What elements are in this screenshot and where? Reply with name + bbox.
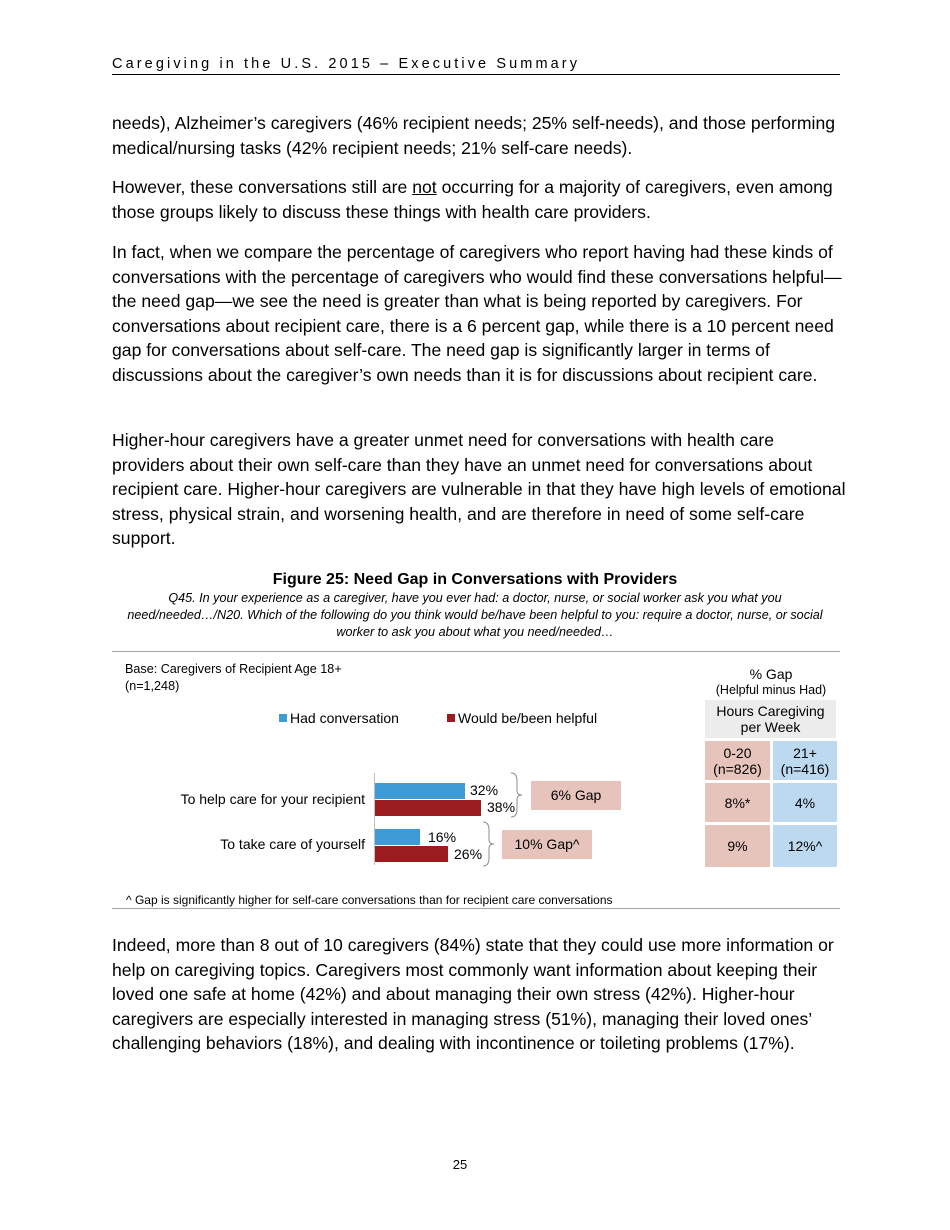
chart-base-note: Base: Caregivers of Recipient Age 18+ (n=1,248) xyxy=(125,662,342,693)
bar-helpful-recipient xyxy=(375,800,481,816)
legend-swatch-helpful xyxy=(447,714,455,722)
paragraph-2 xyxy=(112,175,847,224)
gap-table-col1-header: 0-20 (n=826) xyxy=(705,741,770,780)
bar-had-recipient xyxy=(375,783,465,799)
gap-table-heading: % Gap xyxy=(749,666,793,682)
figure-footnote: ^ Gap is significantly higher for self-care conversations than for recipient care conversations xyxy=(126,893,613,907)
gap-table-cell-r2c2: 12%^ xyxy=(773,825,837,867)
gap-table-cell-r2c1: 9% xyxy=(705,825,770,867)
gap-table-group-header: Hours Caregiving per Week xyxy=(705,700,836,738)
category-label-recipient: To help care for your recipient xyxy=(180,791,365,807)
page-number: 25 xyxy=(452,1157,468,1172)
paragraph-2-end: occurring for a majority of caregivers, even among those groups likely to discuss these things with health care providers. xyxy=(112,177,833,222)
bar-had-self xyxy=(375,829,420,845)
data-label-had-recipient: 32% xyxy=(470,782,499,798)
underlined-word: not xyxy=(412,177,437,197)
brace-recipient xyxy=(509,771,525,819)
paragraph-5: Indeed, more than 8 out of 10 caregivers (84%) state that they could use more information or help on caregiving topics. Caregivers most commonly want information about keeping their loved one safe at home (42%) and about managing their own stress (42%). Higher-hour caregivers are especially interested in managing stress (51%), managing their loved ones’ challenging behaviors (18%), and dealing with incontinence or toileting problems (17%). xyxy=(112,935,834,1054)
paragraph-4: Higher-hour caregivers have a greater unmet need for conversations with health care providers about their own self-care than they have an unmet need for conversations about recipient care. Higher-hour caregivers are vulnerable in that they have high levels of emotional stress, physical strain, and worsening health, and are therefore in need of some self-care support. xyxy=(112,430,846,549)
brace-self xyxy=(481,820,497,868)
paragraph-3: In fact, when we compare the percentage of caregivers who report having had these kinds of conversations with the percentage of caregivers who would find these conversations helpful—the need gap—we see the need is greater than what is being reported by caregivers. For conversations about recipient care, there is a 6 percent gap, while there is a 10 percent need gap for conversations about self-care. The need gap is significantly larger in terms of discussions about the caregiver’s own needs than it is for discussions about recipient care. xyxy=(112,242,842,385)
bar-helpful-self xyxy=(375,846,448,862)
legend-swatch-had xyxy=(279,714,287,722)
gap-table-col2-header: 21+ (n=416) xyxy=(773,741,837,780)
gap-box-self: 10% Gap^ xyxy=(502,830,592,859)
running-header: Caregiving in the U.S. 2015 – Executive Summary xyxy=(112,56,581,72)
figure-bottom-rule xyxy=(112,908,840,909)
gap-table-subheading: (Helpful minus Had) xyxy=(715,683,827,697)
legend-item-helpful xyxy=(447,710,597,726)
gap-table-cell-r1c2: 4% xyxy=(773,783,837,822)
legend-label-had: Had conversation xyxy=(290,710,399,726)
gap-box-recipient: 6% Gap xyxy=(531,781,621,810)
header-rule xyxy=(112,74,840,75)
paragraph-2-start: However, these conversations still are xyxy=(112,177,413,197)
gap-table-cell-r1c1: 8%* xyxy=(705,783,770,822)
figure-question: Q45. In your experience as a caregiver, have you ever had: a doctor, nurse, or social worker ask you what you need/needed…/N20. Which of the following do you think would be/have been helpful to you: require a doctor, nurse, or social worker to ask you about what you need/needed… xyxy=(127,591,823,639)
paragraph-1: needs), Alzheimer’s caregivers (46% recipient needs; 25% self-needs), and those performing medical/nursing tasks (42% recipient needs; 21% self-care needs). xyxy=(112,113,836,158)
category-label-self: To take care of yourself xyxy=(220,836,365,852)
legend-item-had xyxy=(279,710,399,726)
figure-title: Figure 25: Need Gap in Conversations with Providers xyxy=(272,571,678,588)
data-label-helpful-recipient: 38% xyxy=(487,799,516,815)
figure-top-rule xyxy=(112,651,840,652)
data-label-had-self: 16% xyxy=(428,829,457,845)
data-label-helpful-self: 26% xyxy=(454,846,483,862)
legend-label-helpful: Would be/been helpful xyxy=(458,710,598,726)
